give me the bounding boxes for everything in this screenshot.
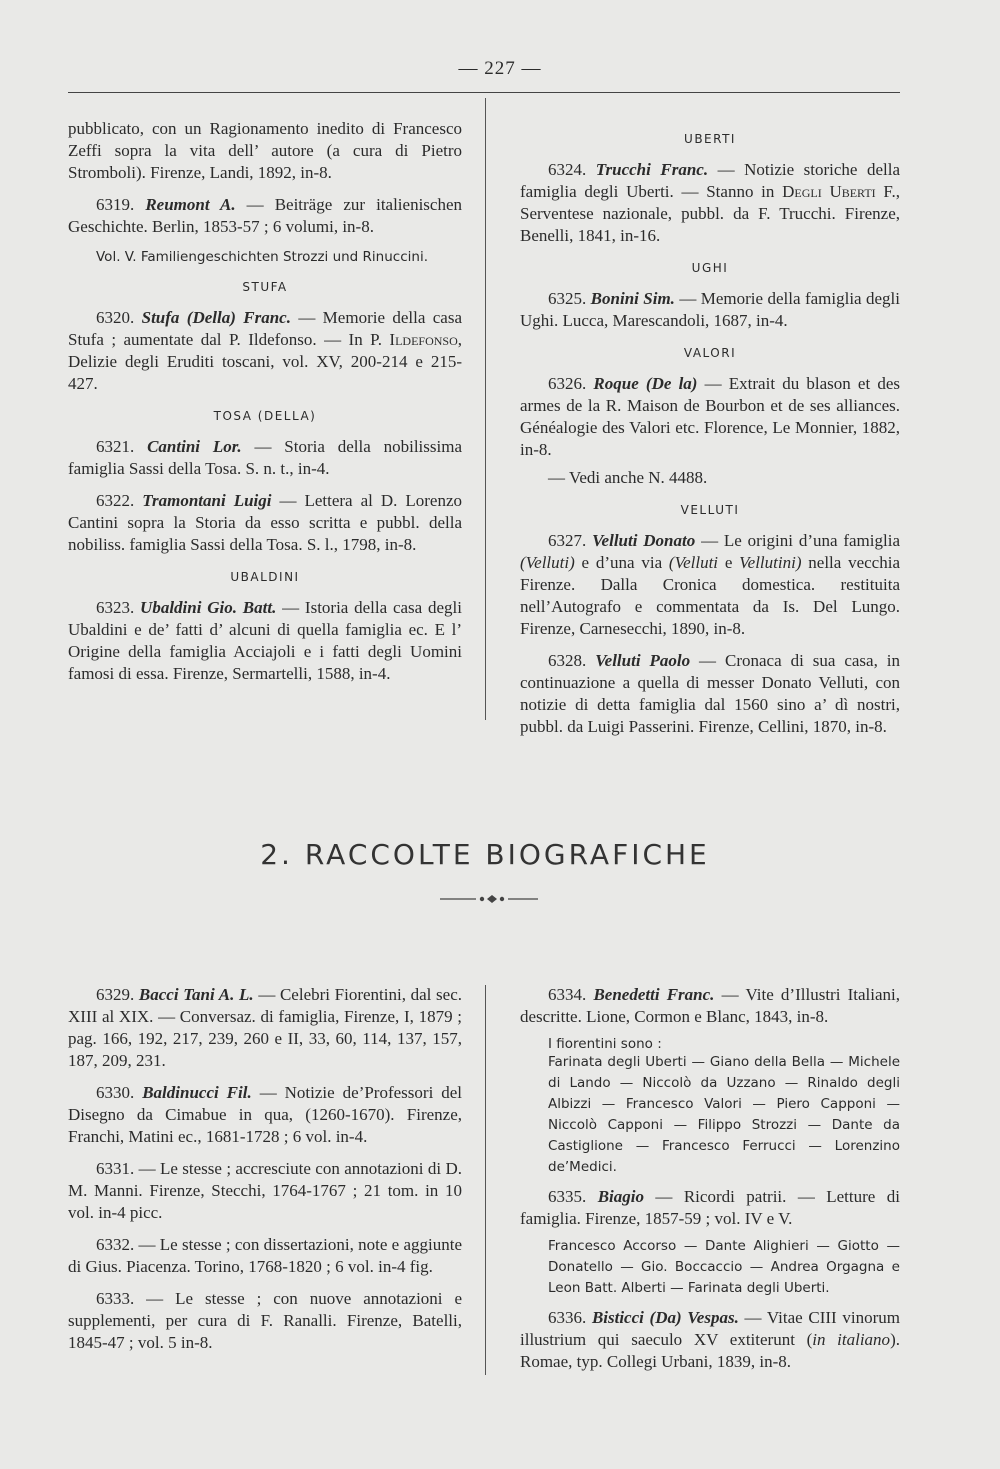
note-6335: Francesco Accorso — Dante Alighieri — Giotto — Donatello — Gio. Boccaccio — Andrea Orgagna e Leon Batt. Alberti — Farinata degli Uberti. (548, 1238, 900, 1296)
note-6334: Farinata degli Uberti — Giano della Bella — Michele di Lando — Niccolò da Uzzano — Rinaldo degli Albizzi — Francesco Valori — Piero Capponi — Niccolò Capponi — Filippo Strozzi — Dante da Castiglione — Francesco Ferrucci — Lorenzino de’Medici. (548, 1054, 900, 1175)
entry-6328 (520, 650, 900, 738)
entry-text: 6335. (548, 1187, 598, 1206)
author-name: Trucchi Franc. (595, 160, 709, 179)
entry-text: 6333. — Le stesse ; con nuove annotazioni e supplementi, per cura di F. Ranalli. Firenze, Batelli, 1845-47 ; vol. 5 in-8. (68, 1289, 462, 1352)
entry-text: — Beiträge zur italienischen Geschichte. Berlin, 1853-57 ; 6 volumi, in-8. (68, 195, 463, 236)
bottom-left-column (68, 984, 462, 1364)
entry-6323 (68, 597, 462, 685)
entry-6334 (520, 984, 900, 1028)
small-caps-name: Ildefonso (389, 330, 458, 349)
heading-uberti: UBERTI (684, 132, 736, 146)
author-name: Roque (De la) (593, 374, 698, 393)
volume-note: Vol. V. Familiengeschichten Strozzi und Rinuccini. (96, 249, 428, 265)
heading-valori: VALORI (683, 346, 737, 360)
entry-text: 6322. (96, 491, 143, 510)
entry-6333 (68, 1288, 462, 1354)
entry-text: — Extrait du blason et des armes de la R. Maison de Bourbon et de ses alliances. Généalogie des Valori etc. Florence, Le Monnier, 1882, in-8. (520, 374, 900, 459)
entry-6335 (520, 1186, 900, 1230)
entry-6321 (68, 436, 462, 480)
entry-text: 6326. (548, 374, 594, 393)
entry-text: 6334. (548, 985, 594, 1004)
entry-text: 6321. (96, 437, 148, 456)
entry-text: 6319. (96, 195, 146, 214)
entry-text: — Le origini d’una famiglia (695, 531, 900, 550)
top-left-column (68, 118, 462, 695)
entry-6320 (68, 307, 462, 395)
entry-text: pubblicato, con un Ragionamento inedito di Francesco Zeffi sopra la vita dell’ autore (a cura di Pietro Stromboli). Firenze, Landi, 1892, in-8. (68, 119, 462, 182)
italic-text: Vellutini) (739, 553, 802, 572)
author-name: Stufa (Della) Franc. (141, 308, 291, 327)
entry-text: nella vecchia Firenze. Dalla Cronica domestica. restituita nell’Autografo e commentata da Is. Del Lungo. Firenze, Carnesecchi, 1890, in-8. (520, 553, 900, 638)
entry-text: 6323. (96, 598, 141, 617)
author-name: Bisticci (Da) Vespas. (591, 1308, 739, 1327)
entry-text: — Cronaca di sua casa, in continuazione a quella di messer Donato Velluti, con notizie di detta famiglia dal 1560 sino a’ dì nostri, pubbl. da Luigi Passerini. Firenze, Cellini, 1870, in-8. (520, 651, 901, 736)
entry-text: — Ricordi patrii. — Letture di famiglia. Firenze, 1857-59 ; vol. IV e V. (520, 1187, 900, 1228)
entry-6325 (520, 288, 900, 332)
author-name: Velluti Donato (592, 531, 696, 550)
author-name: Baldinucci Fil. (142, 1083, 252, 1102)
entry-text: 6320. (96, 308, 142, 327)
note-label-6334: I fiorentini sono : (548, 1036, 662, 1052)
bottom-right-column (520, 984, 900, 1383)
entry-text: — Memorie della casa Stufa ; aumentate dal P. Ildefonso. — In P. (68, 308, 463, 349)
section-title: 2. RACCOLTE BIOGRAFICHE (260, 838, 710, 871)
entry-continuation (68, 118, 462, 184)
heading-velluti: VELLUTI (680, 503, 740, 517)
entry-text: e d’una via (574, 553, 669, 572)
author-name: Reumont A. (145, 195, 236, 214)
entry-text: e (718, 553, 740, 572)
entry-6322 (68, 490, 462, 556)
author-name: Ubaldini Gio. Batt. (140, 598, 277, 617)
entry-text: — Notizie storiche della famiglia degli Uberti. — Stanno in (520, 160, 901, 201)
entry-text: — Memorie della famiglia degli Ughi. Lucca, Marescandoli, 1687, in-4. (520, 289, 900, 330)
entry-text: F., Serventese nazionale, pubbl. da F. Trucchi. Firenze, Benelli, 1841, in-16. (520, 182, 900, 245)
entry-text: — Celebri Fiorentini, dal sec. XIII al XIX. — Conversaz. di famiglia, Firenze, I, 1879 ; pag. 166, 192, 217, 239, 260 e II, 33, 60, 114, 137, 157, 187, 209, 231. (68, 985, 463, 1070)
see-also: — Vedi anche N. 4488. (548, 468, 708, 487)
heading-tosa: TOSA (DELLA) (213, 409, 317, 423)
italic-text: in italiano (812, 1330, 891, 1349)
entry-text: — Lettera al D. Lorenzo Cantini sopra la Storia da esso scritta e pubbl. della nobiliss. famiglia Sassi della Tosa. S. l., 1798, in-8. (68, 491, 463, 554)
entry-text: — Vite d’Illustri Italiani, descritte. Lione, Cormon e Blanc, 1843, in-8. (520, 985, 901, 1026)
entry-text: — Istoria della casa degli Ubaldini e de’ fatti d’ alcuni di quella famiglia ec. E l’ Origine della famiglia Acciajoli e i fatti degli Uomini famosi di essa. Firenze, Sermartelli, 1588, in-4. (68, 598, 463, 683)
small-caps-name: Degli Uberti (782, 182, 876, 201)
author-name: Biagio (597, 1187, 644, 1206)
entry-text: 6325. (548, 289, 591, 308)
entry-6329 (68, 984, 462, 1072)
entry-6336 (520, 1307, 900, 1373)
page-number: — 227 — (458, 58, 542, 79)
entry-text: , Delizie degli Eruditi toscani, vol. XV, 200-214 e 215-427. (68, 330, 462, 393)
author-name: Benedetti Franc. (593, 985, 715, 1004)
entry-text: — Notizie de’Professori del Disegno da Cimabue in qua, (1260-1670). Firenze, Franchi, Matini ec., 1681-1728 ; 6 vol. in-4. (68, 1083, 463, 1146)
entry-text: — Vitae CIII vinorum illustrium qui saeculo XV extiterunt ( (520, 1308, 900, 1349)
entry-text: 6330. (96, 1083, 143, 1102)
author-name: Bonini Sim. (590, 289, 675, 308)
entry-text: 6329. (96, 985, 139, 1004)
entry-text: ). Romae, typ. Collegi Urbani, 1839, in-8. (520, 1330, 900, 1371)
author-name: Bacci Tani A. L. (138, 985, 254, 1004)
entry-6332 (68, 1234, 462, 1278)
author-name: Velluti Paolo (595, 651, 691, 670)
header-rule (68, 92, 900, 93)
column-divider-bottom (485, 985, 486, 1375)
heading-ughi: UGHI (691, 261, 729, 275)
entry-6330 (68, 1082, 462, 1148)
entry-text: 6336. (548, 1308, 592, 1327)
entry-text: 6324. (548, 160, 596, 179)
entry-6326 (520, 373, 900, 461)
entry-text: 6327. (548, 531, 593, 550)
entry-6331 (68, 1158, 462, 1224)
entry-text: 6328. (548, 651, 596, 670)
entry-6319 (68, 194, 462, 238)
column-divider-top (485, 98, 486, 720)
italic-text: (Velluti (668, 553, 719, 572)
top-right-column (520, 120, 900, 748)
italic-text: (Velluti) (520, 553, 575, 572)
heading-ubaldini: UBALDINI (230, 570, 300, 584)
author-name: Cantini Lor. (147, 437, 242, 456)
entry-text: 6331. — Le stesse ; accresciute con annotazioni di D. M. Manni. Firenze, Stecchi, 1764-1767 ; 21 tom. in 10 vol. in-4 picc. (68, 1159, 462, 1222)
ornament-divider (440, 892, 538, 906)
entry-6324 (520, 159, 900, 247)
entry-text: — Storia della nobilissima famiglia Sassi della Tosa. S. n. t., in-4. (68, 437, 462, 478)
entry-text: 6332. — Le stesse ; con dissertazioni, note e aggiunte di Gius. Piacenza. Torino, 1768-1820 ; 6 vol. in-4 fig. (68, 1235, 462, 1276)
entry-6327 (520, 530, 900, 640)
author-name: Tramontani Luigi (142, 491, 272, 510)
heading-stufa: STUFA (242, 280, 288, 294)
